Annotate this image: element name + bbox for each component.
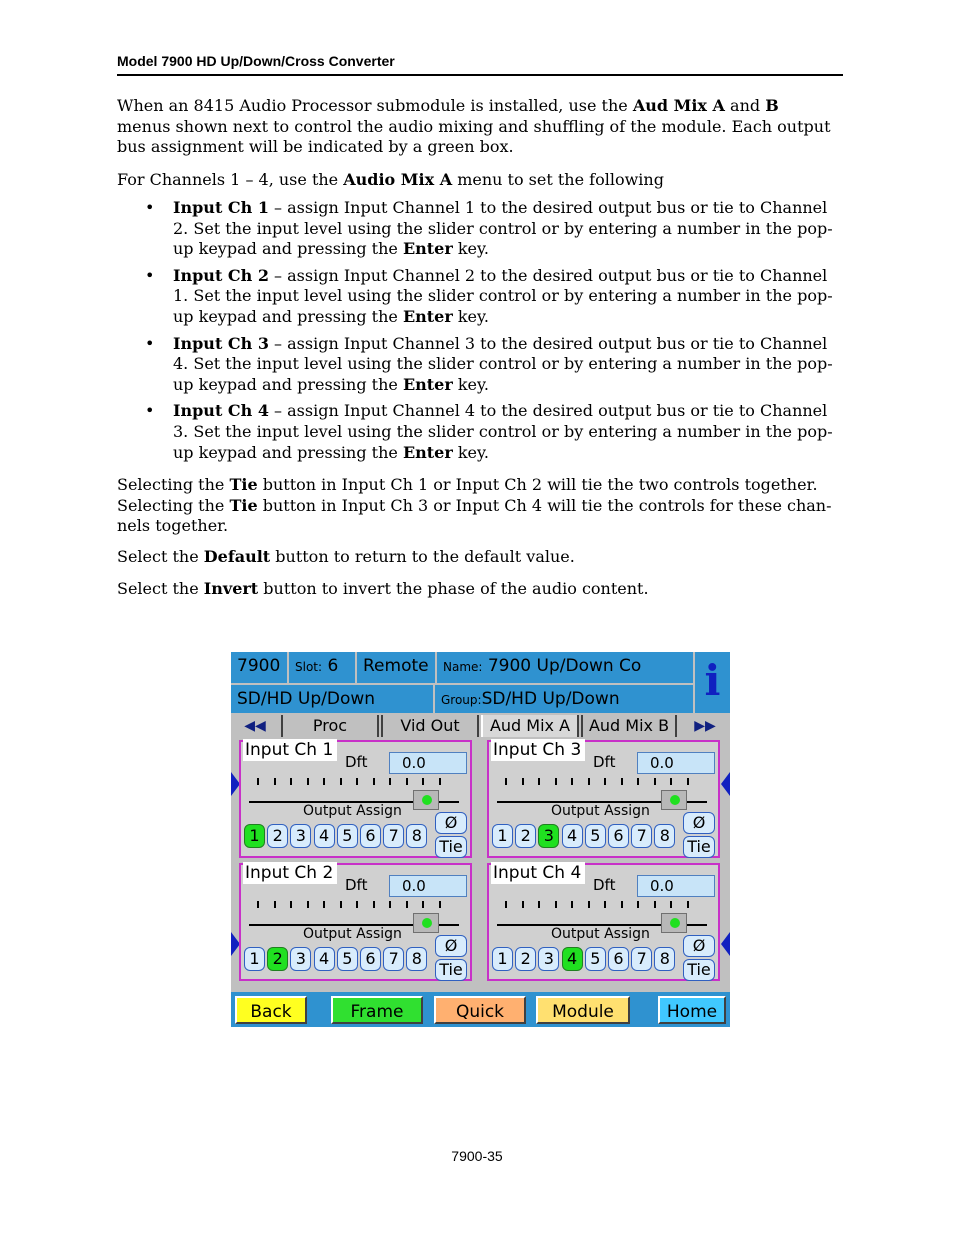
slider-thumb[interactable] <box>661 790 687 810</box>
output-bus-button[interactable]: 2 <box>267 947 288 971</box>
model-cell: 7900 <box>231 652 287 683</box>
slider-tick <box>406 778 408 785</box>
output-bus-button[interactable]: 2 <box>515 824 536 848</box>
output-bus-button[interactable]: 7 <box>383 947 404 971</box>
bottom-nav-bar <box>231 992 730 1027</box>
right-scroll-icon[interactable] <box>721 772 730 796</box>
panel-title: Input Ch 3 <box>491 739 585 761</box>
output-bus-button[interactable]: 5 <box>337 824 358 848</box>
output-bus-button[interactable]: 8 <box>406 947 427 971</box>
output-bus-button[interactable]: 5 <box>585 824 606 848</box>
slider-ticks <box>505 778 695 786</box>
output-bus-button[interactable]: 8 <box>406 824 427 848</box>
tab-proc[interactable]: Proc <box>281 715 379 737</box>
level-input[interactable]: 0.0 <box>389 875 467 897</box>
output-bus-button[interactable]: 8 <box>654 947 675 971</box>
default-button[interactable]: Dft <box>345 753 368 771</box>
home-button[interactable]: Home <box>658 996 726 1024</box>
output-bus-button[interactable]: 6 <box>608 947 629 971</box>
page-header-title: Model 7900 HD Up/Down/Cross Converter <box>117 53 395 69</box>
slider-led <box>422 795 432 805</box>
list-item: • Input Ch 4 – assign Input Channel 4 to the desired output bus or tie to Channel 3. Set the input level using the slider control or by entering a number in the pop-up keypad and pressing the Enter key. <box>145 401 833 462</box>
slider-tick <box>670 901 672 908</box>
slider-tick <box>621 901 623 908</box>
slider-tick <box>373 778 375 785</box>
slot-cell: Slot: 6 <box>289 652 355 683</box>
group-cell: Group:SD/HD Up/Down <box>435 685 693 713</box>
output-assign-label: Output Assign <box>551 803 650 819</box>
slider-tick <box>356 778 358 785</box>
slider-tick <box>604 778 606 785</box>
slider-tick <box>505 778 507 785</box>
slider-tick <box>670 778 672 785</box>
slider-tick <box>538 778 540 785</box>
slider-tick <box>274 778 276 785</box>
slider-tick <box>422 901 424 908</box>
output-bus-button[interactable]: 6 <box>360 947 381 971</box>
slider-ticks <box>505 901 695 909</box>
invert-paragraph: Select the Invert button to invert the phase of the audio content. <box>117 579 649 598</box>
output-bus-button[interactable]: 4 <box>562 947 583 971</box>
output-bus-button[interactable]: 1 <box>492 824 513 848</box>
slider-tick <box>687 778 689 785</box>
output-bus-button[interactable]: 3 <box>290 824 311 848</box>
output-bus-button[interactable]: 5 <box>585 947 606 971</box>
invert-button[interactable]: Ø <box>683 812 715 834</box>
frame-button[interactable]: Frame <box>331 996 423 1024</box>
slider-thumb[interactable] <box>413 913 439 933</box>
slider-tick <box>422 778 424 785</box>
output-assign-label: Output Assign <box>303 926 402 942</box>
format-cell: SD/HD Up/Down <box>231 685 433 713</box>
right-scroll-icon[interactable] <box>721 932 730 956</box>
slider-tick <box>290 901 292 908</box>
slider-tick <box>687 901 689 908</box>
list-item: • Input Ch 3 – assign Input Channel 3 to the desired output bus or tie to Channel 4. Set the input level using the slider control or by entering a number in the pop-up keypad and pressing the Enter key. <box>145 333 833 394</box>
default-button[interactable]: Dft <box>345 876 368 894</box>
info-icon: i <box>704 656 721 705</box>
slider-tick <box>257 901 259 908</box>
output-bus-button[interactable]: 1 <box>244 824 265 848</box>
output-bus-button[interactable]: 5 <box>337 947 358 971</box>
tab-bar <box>231 715 730 737</box>
slider-tick <box>307 778 309 785</box>
output-bus-button[interactable]: 3 <box>538 824 559 848</box>
slider-tick <box>257 778 259 785</box>
invert-button[interactable]: Ø <box>435 812 467 834</box>
info-button[interactable] <box>695 652 730 713</box>
tab-next-icon[interactable]: ▶▶ <box>694 718 716 734</box>
back-button[interactable]: Back <box>235 996 307 1024</box>
slider-tick <box>290 778 292 785</box>
output-bus-button[interactable]: 4 <box>562 824 583 848</box>
slider-tick <box>571 901 573 908</box>
list-item: • Input Ch 1 – assign Input Channel 1 to the desired output bus or tie to Channel 2. Set the input level using the slider control or by entering a number in the pop-up keypad and pressing the Enter key. <box>145 198 833 259</box>
slider-tick <box>522 778 524 785</box>
invert-button[interactable]: Ø <box>435 935 467 957</box>
slider-tick <box>307 901 309 908</box>
tab-vid-out[interactable]: Vid Out <box>381 715 479 737</box>
mode-cell: Remote <box>357 652 435 683</box>
slider-led <box>422 918 432 928</box>
input-channel-panel <box>487 740 720 858</box>
input-channel-panel <box>239 863 472 981</box>
slider-tick <box>439 778 441 785</box>
name-cell: Name: 7900 Up/Down Co <box>437 652 693 683</box>
slider-tick <box>505 901 507 908</box>
level-input[interactable]: 0.0 <box>637 752 715 774</box>
slider-thumb[interactable] <box>413 790 439 810</box>
tie-button[interactable]: Tie <box>683 959 715 981</box>
output-bus-button[interactable]: 6 <box>608 824 629 848</box>
slider-tick <box>555 901 557 908</box>
slider-tick <box>621 778 623 785</box>
output-bus-button[interactable]: 6 <box>360 824 381 848</box>
slider-tick <box>654 901 656 908</box>
panel-title: Input Ch 2 <box>243 862 337 884</box>
tie-button[interactable]: Tie <box>435 959 467 981</box>
slider-tick <box>323 901 325 908</box>
tie-button[interactable]: Tie <box>435 836 467 858</box>
slider-led <box>670 795 680 805</box>
slider-ticks <box>257 778 447 786</box>
output-bus-button[interactable]: 7 <box>631 824 652 848</box>
invert-button[interactable]: Ø <box>683 935 715 957</box>
output-bus-button[interactable]: 1 <box>492 947 513 971</box>
slider-tick <box>406 901 408 908</box>
tie-paragraph: Selecting the Tie button in Input Ch 1 or Input Ch 2 will tie the two controls together. Selecting the Tie button in Input Ch 3 or Input Ch 4 will tie the controls for these chan-nels together. <box>117 475 832 536</box>
output-assign-label: Output Assign <box>551 926 650 942</box>
slider-tick <box>340 901 342 908</box>
default-paragraph: Select the Default button to return to the default value. <box>117 547 575 566</box>
header-rule <box>117 74 843 76</box>
slider-tick <box>389 778 391 785</box>
slider-tick <box>274 901 276 908</box>
slider-tick <box>555 778 557 785</box>
slider-tick <box>654 778 656 785</box>
list-item: • Input Ch 2 – assign Input Channel 2 to the desired output bus or tie to Channel 1. Set the input level using the slider control or by entering a number in the pop-up keypad and pressing the Enter key. <box>145 265 833 326</box>
tab-aud-mix-a[interactable]: Aud Mix A <box>481 715 579 737</box>
output-bus-button[interactable]: 8 <box>654 824 675 848</box>
page-number: 7900-35 <box>451 1148 503 1164</box>
module-button[interactable]: Module <box>536 996 630 1024</box>
panel-title: Input Ch 4 <box>491 862 585 884</box>
output-assign-label: Output Assign <box>303 803 402 819</box>
output-bus-button[interactable]: 4 <box>314 824 335 848</box>
intro-paragraph: When an 8415 Audio Processor submodule is installed, use the Aud Mix A and B menus shown next to control the audio mixing and shuffling of the module. Each output bus assignment will be indicated by a green box. <box>117 96 831 157</box>
slider-tick <box>323 778 325 785</box>
slider-tick <box>588 901 590 908</box>
slider-tick <box>538 901 540 908</box>
slider-tick <box>604 901 606 908</box>
output-bus-button[interactable]: 2 <box>515 947 536 971</box>
output-bus-button[interactable]: 7 <box>383 824 404 848</box>
level-input[interactable]: 0.0 <box>389 752 467 774</box>
slider-tick <box>571 778 573 785</box>
slider-thumb[interactable] <box>661 913 687 933</box>
input-channel-panel <box>487 863 720 981</box>
default-button[interactable]: Dft <box>593 753 616 771</box>
slider-tick <box>340 778 342 785</box>
output-bus-button[interactable]: 3 <box>538 947 559 971</box>
tab-aud-mix-b[interactable]: Aud Mix B <box>581 715 677 737</box>
output-bus-button[interactable]: 4 <box>314 947 335 971</box>
input-channel-list <box>117 198 837 469</box>
slider-tick <box>637 778 639 785</box>
slider-tick <box>637 901 639 908</box>
audio-mix-a-screen <box>231 652 730 1027</box>
slider-tick <box>389 901 391 908</box>
output-bus-button[interactable]: 7 <box>631 947 652 971</box>
slider-tick <box>356 901 358 908</box>
level-input[interactable]: 0.0 <box>637 875 715 897</box>
slider-tick <box>373 901 375 908</box>
output-bus-button[interactable]: 2 <box>267 824 288 848</box>
quick-button[interactable]: Quick <box>434 996 526 1024</box>
output-bus-button[interactable]: 3 <box>290 947 311 971</box>
slider-tick <box>439 901 441 908</box>
tie-button[interactable]: Tie <box>683 836 715 858</box>
channels-intro-paragraph: For Channels 1 – 4, use the Audio Mix A menu to set the following <box>117 170 664 189</box>
panel-title: Input Ch 1 <box>243 739 337 761</box>
slider-tick <box>588 778 590 785</box>
slider-tick <box>522 901 524 908</box>
input-channel-panel <box>239 740 472 858</box>
slider-ticks <box>257 901 447 909</box>
slider-led <box>670 918 680 928</box>
tab-prev-icon[interactable]: ◀◀ <box>244 718 266 734</box>
output-bus-button[interactable]: 1 <box>244 947 265 971</box>
default-button[interactable]: Dft <box>593 876 616 894</box>
